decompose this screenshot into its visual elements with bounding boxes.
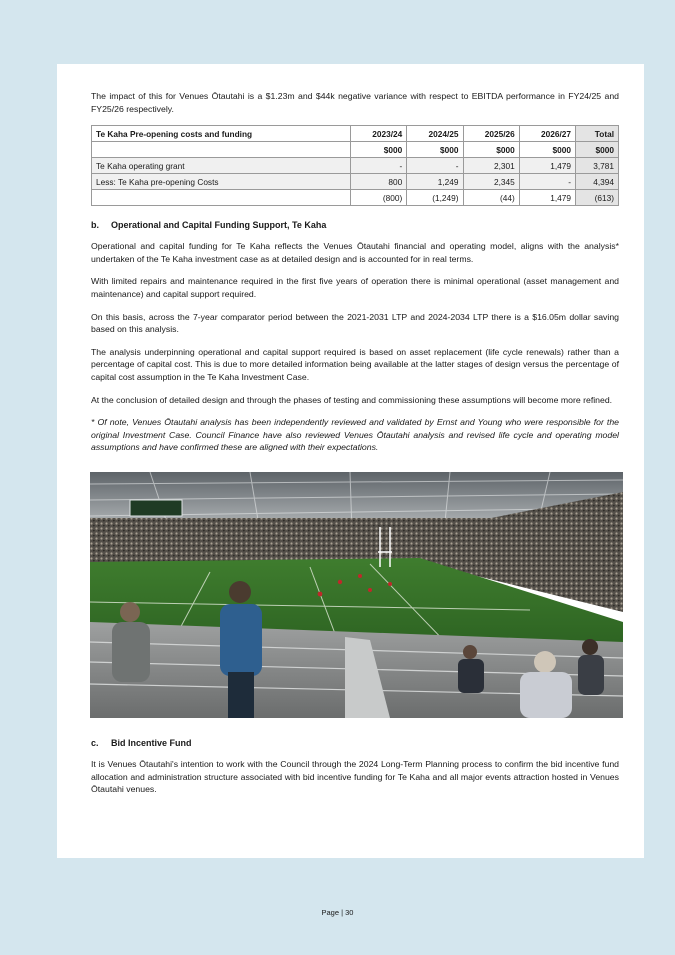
page-sheet (57, 64, 644, 858)
section-b-paragraph: On this basis, across the 7-year comparator period between the 2021-2031 LTP and 2024-2034 LTP there is a $16.05m dollar saving based on this analysis. (91, 311, 619, 335)
section-b-title: Operational and Capital Funding Support, Te Kaha (111, 220, 327, 231)
row-label: Te Kaha operating grant (92, 158, 351, 174)
unit-cell: $000 (407, 142, 463, 158)
page-content (91, 90, 619, 806)
stadium-image (90, 472, 623, 718)
section-c-title: Bid Incentive Fund (111, 737, 192, 748)
section-b-letter: b. (91, 220, 99, 231)
row-label: Less: Te Kaha pre-opening Costs (92, 174, 351, 190)
table-cell: 1,479 (519, 190, 575, 206)
column-header: 2024/25 (407, 126, 463, 142)
table-cell: (800) (351, 190, 407, 206)
table-row (92, 174, 619, 190)
page-number: Page | 30 (321, 908, 354, 917)
table-cell: 1,249 (407, 174, 463, 190)
unit-cell: $000 (463, 142, 519, 158)
section-c-heading (91, 738, 619, 748)
table-cell: 1,479 (519, 158, 575, 174)
unit-cell-total: $000 (576, 142, 619, 158)
unit-cell: $000 (351, 142, 407, 158)
column-header: 2025/26 (463, 126, 519, 142)
column-header: 2026/27 (519, 126, 575, 142)
column-header: 2023/24 (351, 126, 407, 142)
table-title: Te Kaha Pre-opening costs and funding (92, 126, 351, 142)
stadium-illustration (90, 472, 623, 718)
table-cell: 2,301 (463, 158, 519, 174)
section-b-paragraph: The analysis underpinning operational and capital support required is based on asset replacement (life cycle renewals) rather than a percentage of capital cost. This is due to more detailed information being available at the latter stages of design versus the percentage of capital cost assumption in the Te Kaha Investment Case. (91, 346, 619, 382)
table-row (92, 158, 619, 174)
table-units-row (92, 142, 619, 158)
units-label-cell (92, 142, 351, 158)
section-b-heading (91, 220, 619, 230)
table-row (92, 190, 619, 206)
section-b-paragraph: With limited repairs and maintenance required in the first five years of operation there is minimal operational (asset management and maintenance) and capital support required. (91, 276, 619, 299)
table-cell-total: (613) (576, 190, 619, 206)
table-cell-total: 4,394 (576, 174, 619, 190)
analysis-footnote: * Of note, Venues Ōtautahi analysis has been independently reviewed and validated by Ernst and Young who were responsible for the original Investment Case. Council Finance have also reviewed Venues Ōtautahi analysis and revised life cycle and operating model assumptions and have confirmed these are aligned with their expectations. (91, 417, 619, 453)
column-header-total: Total (576, 126, 619, 142)
section-c-letter: c. (91, 737, 99, 748)
table-cell: 2,345 (463, 174, 519, 190)
table-header-row (92, 126, 619, 142)
table-cell-total: 3,781 (576, 158, 619, 174)
section-b-paragraph: Operational and capital funding for Te Kaha reflects the Venues Ōtautahi financial and operating model, aligns with the analysis* undertaken of the Te Kaha investment case as at detailed design and is accounted for in real terms. (91, 241, 619, 264)
table-cell: - (407, 158, 463, 174)
table-cell: - (351, 158, 407, 174)
section-b-paragraph: At the conclusion of detailed design and through the phases of testing and commissioning these assumptions will become more refined. (91, 394, 613, 405)
table-cell: (1,249) (407, 190, 463, 206)
table-cell: 800 (351, 174, 407, 190)
table-cell: - (519, 174, 575, 190)
row-label (92, 190, 351, 206)
preopening-table (91, 125, 619, 206)
intro-paragraph: The impact of this for Venues Ōtautahi is a $1.23m and $44k negative variance with respect to EBITDA performance in FY24/25 and FY25/26 respectively. (91, 91, 619, 114)
table-cell: (44) (463, 190, 519, 206)
section-c-paragraph: It is Venues Ōtautahi's intention to work with the Council through the 2024 Long-Term Planning process to confirm the bid incentive fund allocation and administration structure associated with bid incentive funding for Te Kaha and all major events attraction hosted in Venues Ōtautahi venues. (91, 758, 619, 795)
unit-cell: $000 (519, 142, 575, 158)
